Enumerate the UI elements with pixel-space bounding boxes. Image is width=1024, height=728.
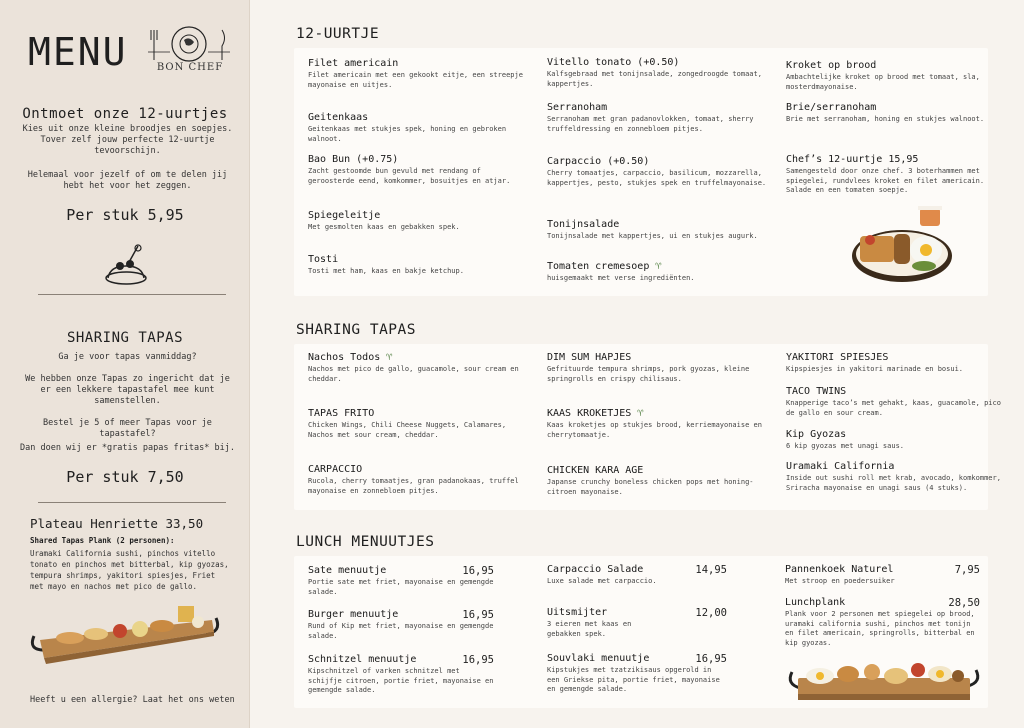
item-name: Uramaki California — [786, 461, 895, 472]
item-price: 7,95 — [954, 564, 980, 576]
plateau-title: Plateau Henriette 33,50 — [30, 516, 204, 531]
panel-12-uurtje — [294, 48, 988, 296]
item-name: Geitenkaas — [308, 112, 369, 123]
item-desc: Zacht gestoomde bun gevuld met rendang of geroosterde eend, komkommer, bosuitjes en atjar. — [308, 167, 511, 185]
item-name: DIM SUM HAPJES — [547, 352, 632, 363]
item-desc: Portie sate met friet, mayonaise en gemengde salade. — [308, 578, 494, 596]
menu-item — [547, 57, 767, 89]
menu-item — [308, 154, 528, 186]
vegetarian-icon: ♈ — [655, 261, 662, 272]
item-name: Burger menuutje — [308, 609, 399, 620]
section-title-12-uurtje: 12-UURTJE — [296, 26, 380, 42]
sidebar — [0, 0, 250, 728]
menu-item — [786, 352, 1006, 375]
item-name: Uitsmijter — [547, 607, 608, 618]
item-desc: Luxe salade met carpaccio. — [547, 577, 657, 585]
item-desc: Ambachtelijke kroket op brood met tomaat, sla, mosterdmayonaise. — [786, 73, 980, 91]
item-desc: Japanse crunchy boneless chicken pops met honing-citroen mayonaise. — [547, 478, 754, 496]
plateau-subtitle: Shared Tapas Plank (2 personen): — [30, 536, 175, 545]
item-desc: Kaas kroketjes op stukjes brood, kerriemayonaise en cherrytomaatje. — [547, 421, 762, 439]
item-desc: Chicken Wings, Chili Cheese Nuggets, Calamares, Nachos met sour cream, cheddar. — [308, 421, 507, 439]
item-name: Souvlaki menuutje — [547, 653, 650, 664]
item-price: 16,95 — [462, 654, 494, 666]
divider — [38, 294, 226, 295]
item-desc: Samengesteld door onze chef. 3 boterhammen met spiegelei, rundvlees kroket en filet americain. Salade en een tomaten soepje. — [786, 167, 985, 194]
section-title-sharing-tapas: SHARING TAPAS — [296, 322, 416, 338]
item-name: YAKITORI SPIESJES — [786, 352, 889, 363]
plate-icon — [100, 240, 152, 288]
menu-item — [308, 254, 528, 277]
item-name: Kroket op brood — [786, 60, 877, 71]
plateau-board-image — [30, 598, 220, 670]
tapas-text-1: Ga je voor tapas vanmiddag? — [58, 352, 197, 362]
item-desc: Brie met serranoham, honing en stukjes walnoot. — [786, 115, 985, 123]
item-name: Kip Gyozas — [786, 429, 847, 440]
item-desc: Knapperige taco’s met gehakt, kaas, guacamole, pico de gallo en sour cream. — [786, 399, 1001, 417]
tapas-text-3: Bestel je 5 of meer Tapas voor je tapastafel? — [43, 418, 212, 439]
item-name: Serranoham — [547, 102, 608, 113]
menu-item — [308, 654, 494, 696]
menu-item — [547, 261, 767, 284]
menu-item — [308, 464, 528, 496]
menu-item — [786, 461, 1006, 493]
item-name: Bao Bun (+0.75) — [308, 154, 399, 165]
item-desc: Plank voor 2 personen met spiegelei op brood, uramaki california sushi, pinchos met tonijn en filet americain, springrolls, bitterbal en kip gyozas. — [785, 610, 975, 647]
menu-item — [547, 102, 767, 134]
menu-item — [308, 352, 528, 384]
vegetarian-icon: ♈ — [637, 408, 644, 419]
menu-item — [547, 653, 727, 695]
item-desc: Cherry tomaatjes, carpaccio, basilicum, mozzarella, kappertjes, pesto, stukjes spek en truffelmayonaise. — [547, 169, 767, 187]
item-desc: Nachos met pico de gallo, guacamole, sour cream en cheddar. — [308, 365, 519, 383]
item-name: TAPAS FRITO — [308, 408, 375, 419]
chef-plate-image — [850, 206, 954, 286]
menu-title: MENU — [28, 30, 128, 74]
item-name: Schnitzel menuutje — [308, 654, 417, 665]
item-desc: Tonijnsalade met kappertjes, ui en stukjes augurk. — [547, 232, 758, 240]
item-name: Brie/serranoham — [786, 102, 877, 113]
menu-item — [308, 112, 528, 144]
panel-sharing-tapas — [294, 344, 1001, 510]
menu-item — [547, 408, 767, 440]
item-name: Pannenkoek Naturel — [785, 564, 894, 575]
item-name: Nachos Todos ♈ — [308, 352, 393, 363]
tapas-heading: SHARING TAPAS — [66, 330, 184, 346]
tapas-text-2: We hebben onze Tapas zo ingericht dat je er een lekkere tapastafel mee kunt samenstellen. — [25, 374, 230, 406]
menu-item — [308, 609, 494, 641]
item-name: Lunchplank — [785, 597, 846, 608]
menu-item — [786, 386, 1006, 418]
item-name: Tomaten cremesoep ♈ — [547, 261, 662, 272]
plateau-text: Uramaki California sushi, pinchos vitello tonato en pinchos met bitterbal, kip gyozas, tempura shrimps, yakitori spiesjes, Friet met mayo en nachos met pico de gallo. — [30, 549, 229, 591]
item-desc: Met gesmolten kaas en gebakken spek. — [308, 223, 460, 231]
item-name: Carpaccio Salade — [547, 564, 644, 575]
item-desc: Kipschnitzel of varken schnitzel met schijfje citroen, portie friet, mayonaise en gemengde salade. — [308, 667, 494, 694]
divider — [38, 502, 226, 503]
vegetarian-icon: ♈ — [386, 352, 393, 363]
menu-item — [547, 219, 767, 242]
item-name: Carpaccio (+0.50) — [547, 156, 650, 167]
menu-item — [785, 564, 980, 587]
menu-item — [786, 60, 1006, 92]
item-desc: Rund of Kip met friet, mayonaise en gemengde salade. — [308, 622, 494, 640]
item-desc: Kalfsgebraad met tonijnsalade, zongedroogde tomaat, kappertjes. — [547, 70, 762, 88]
item-name: KAAS KROKETJES ♈ — [547, 408, 644, 419]
tapas-price: Per stuk 7,50 — [66, 468, 184, 486]
menu-item — [547, 607, 727, 639]
menu-item — [786, 102, 1006, 125]
item-name: Spiegeleitje — [308, 210, 381, 221]
section-title-lunch: LUNCH MENUUTJES — [296, 534, 435, 550]
menu-item — [786, 154, 1006, 196]
lunchplank-board-image — [786, 654, 982, 708]
item-name: Tonijnsalade — [547, 219, 620, 230]
item-desc: 3 eieren met kaas en gebakken spek. — [547, 620, 632, 638]
item-desc: Serranoham met gran padanovlokken, tomaat, sherry truffeldressing en zonnebloem pitjes. — [547, 115, 754, 133]
item-desc: Filet americain met een gekookt eitje, een streepje mayonaise en uitjes. — [308, 71, 523, 89]
item-price: 16,95 — [462, 565, 494, 577]
item-price: 16,95 — [695, 653, 727, 665]
item-desc: Kipstukjes met tzatzikisaus opgerold in een Griekse pita, portie friet, mayonaise en gemengde salade. — [547, 666, 720, 693]
item-name: Chef’s 12-uurtje 15,95 — [786, 154, 919, 165]
item-name: CHICKEN KARA AGE — [547, 465, 644, 476]
item-desc: Kipspiesjes in yakitori marinade en bosui. — [786, 365, 964, 373]
intro-text-1: Kies uit onze kleine broodjes en soepjes. Tover zelf jouw perfecte 12-uurtje tevoorschijn. — [22, 124, 233, 156]
item-price: 16,95 — [462, 609, 494, 621]
menu-item — [547, 564, 727, 587]
menu-item — [308, 58, 528, 90]
item-desc: Tosti met ham, kaas en bakje ketchup. — [308, 267, 464, 275]
menu-item — [786, 429, 1006, 452]
item-price: 12,00 — [695, 607, 727, 619]
menu-item — [308, 210, 528, 233]
intro-heading: Ontmoet onze 12-uurtjes — [22, 106, 228, 122]
item-desc: Geitenkaas met stukjes spek, honing en gebroken walnoot. — [308, 125, 507, 143]
intro-price: Per stuk 5,95 — [66, 206, 184, 224]
tapas-text-4: Dan doen wij er *gratis papas fritas* bij. — [20, 443, 235, 453]
item-desc: huisgemaakt met verse ingrediënten. — [547, 274, 695, 282]
item-name: Tosti — [308, 254, 339, 265]
item-name: TACO TWINS — [786, 386, 847, 397]
menu-item — [547, 465, 767, 497]
item-name: CARPACCIO — [308, 464, 363, 475]
logo-text: BON CHEF — [156, 62, 224, 73]
item-desc: 6 kip gyozas met unagi saus. — [786, 442, 905, 450]
menu-item — [547, 352, 767, 384]
allergy-note: Heeft u een allergie? Laat het ons weten — [30, 695, 235, 705]
menu-item — [785, 597, 980, 648]
item-desc: Met stroop en poedersuiker — [785, 577, 895, 585]
item-name: Vitello tonato (+0.50) — [547, 57, 680, 68]
item-name: Sate menuutje — [308, 565, 387, 576]
intro-text-2: Helemaal voor jezelf of om te delen jij hebt het voor het zeggen. — [27, 170, 228, 191]
item-desc: Rucola, cherry tomaatjes, gran padanokaas, truffel mayonaise en zonnebloem pitjes. — [308, 477, 519, 495]
menu-item — [308, 565, 494, 597]
item-price: 28,50 — [948, 597, 980, 609]
item-name: Filet americain — [308, 58, 399, 69]
menu-item — [547, 156, 767, 188]
item-desc: Gefrituurde tempura shrimps, pork gyozas, kleine springrolls en crispy chilisaus. — [547, 365, 750, 383]
menu-item — [308, 408, 528, 440]
item-price: 14,95 — [695, 564, 727, 576]
item-desc: Inside out sushi roll met krab, avocado, komkommer, Sriracha mayonaise en unagi saus (4 stuks). — [786, 474, 1001, 492]
